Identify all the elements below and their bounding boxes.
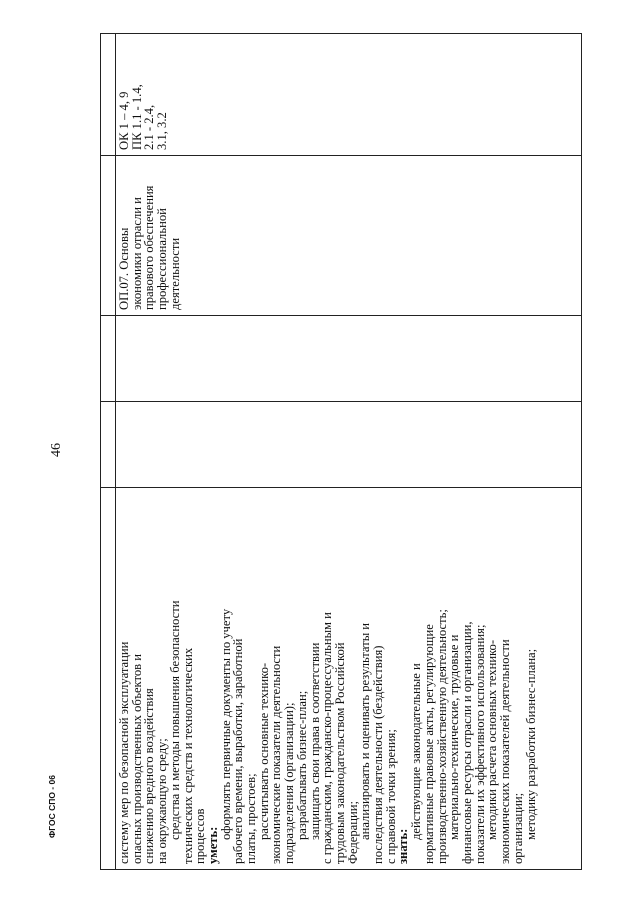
content-line: технических средств и технологических bbox=[180, 647, 195, 864]
content-cell bbox=[116, 488, 582, 870]
section-heading: уметь: bbox=[205, 826, 220, 864]
content-text bbox=[118, 493, 537, 864]
content-line: финансовые ресурсы отрасли и организации, bbox=[459, 621, 474, 864]
content-line: с гражданским, гражданско-процессуальным и bbox=[320, 612, 335, 864]
standards-table bbox=[100, 33, 582, 870]
competency-codes bbox=[118, 39, 169, 150]
content-line: организации; bbox=[510, 792, 525, 864]
content-line: процессов bbox=[193, 808, 208, 864]
discipline-cell bbox=[101, 156, 116, 316]
page-number: 46 bbox=[49, 443, 64, 457]
content-line: подразделения (организации); bbox=[282, 702, 297, 864]
discipline-cell bbox=[116, 156, 582, 316]
competencies-cell bbox=[101, 34, 116, 156]
content-line: снижению вредного воздействия bbox=[142, 688, 157, 864]
content-line: рабочего времени, выработки, заработной bbox=[231, 638, 246, 864]
discipline-line: ОП.07. Основы bbox=[117, 227, 131, 310]
competency-line: ОК 1 – 4, 9 bbox=[117, 91, 131, 150]
content-line: с правовой точки зрения; bbox=[383, 729, 398, 864]
hours-mandatory-cell bbox=[101, 316, 116, 402]
content-line: рассчитывать основные технико- bbox=[256, 662, 271, 840]
table-row bbox=[101, 34, 116, 870]
competency-line: ПК 1.1 - 1.4, bbox=[129, 84, 144, 150]
content-line: анализировать и оценивать результаты и bbox=[358, 622, 373, 840]
section-heading: знать: bbox=[396, 828, 411, 864]
content-line: производственно-хозяйственную деятельность; bbox=[434, 609, 449, 864]
content-line: платы, простоев; bbox=[244, 773, 259, 864]
discipline-line: профессиональной bbox=[155, 208, 170, 310]
content-line: на окружающую среду; bbox=[155, 738, 170, 864]
discipline-name bbox=[118, 161, 182, 310]
content-line: действующие законодательные и bbox=[409, 663, 424, 840]
content-line: показатели их эффективного использования; bbox=[472, 624, 487, 864]
content-line: систему мер по безопасной эксплуатации bbox=[117, 641, 131, 864]
competencies-cell bbox=[116, 34, 582, 156]
content-line: защищать свои права в соответствии bbox=[307, 642, 322, 840]
rotated-table-frame bbox=[100, 30, 585, 870]
content-line: экономические показатели деятельности bbox=[269, 645, 284, 864]
discipline-line: деятельности bbox=[167, 237, 182, 310]
content-line: нормативные правовые акты, регулирующие bbox=[421, 624, 436, 864]
content-line: экономических показателей деятельности bbox=[498, 639, 513, 864]
content-line: опасных производственных объектов и bbox=[129, 654, 144, 864]
content-line: методику разработки бизнес-плана; bbox=[523, 648, 538, 840]
index-cell bbox=[101, 488, 116, 870]
footer-code: ФГОС СПО - 06 bbox=[47, 775, 57, 838]
content-line: материально-технические, трудовые и bbox=[447, 634, 462, 840]
table-row bbox=[116, 34, 582, 870]
content-line: разрабатывать бизнес-план; bbox=[294, 690, 309, 840]
content-line: Федерации; bbox=[345, 801, 360, 864]
content-line: последствия деятельности (бездействия) bbox=[371, 645, 386, 864]
content-line: средства и методы повышения безопасности bbox=[167, 600, 182, 840]
competency-line: 3.1, 3.2 bbox=[155, 112, 170, 150]
content-line: трудовым законодательством Российской bbox=[332, 642, 347, 864]
discipline-line: экономики отрасли и bbox=[129, 197, 144, 310]
discipline-line: правового обеспечения bbox=[142, 185, 157, 310]
hours-total-cell bbox=[116, 402, 582, 488]
content-line: методики расчета основных технико- bbox=[485, 639, 500, 840]
hours-total-cell bbox=[101, 402, 116, 488]
competency-line: 2.1 - 2.4, bbox=[142, 104, 157, 150]
hours-mandatory-cell bbox=[116, 316, 582, 402]
content-line: оформлять первичные документы по учету bbox=[218, 608, 233, 840]
